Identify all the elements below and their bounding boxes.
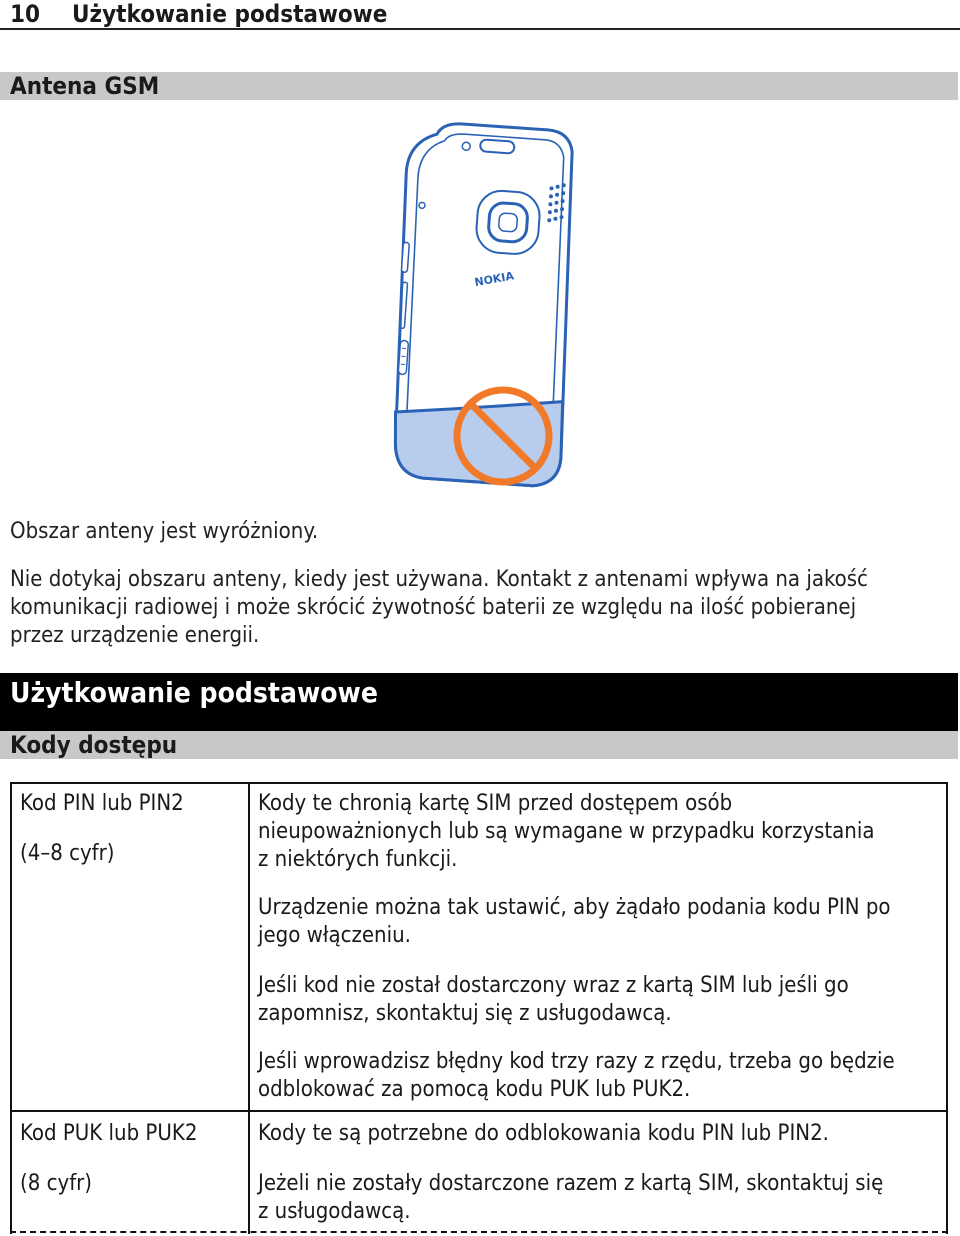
pin-paragraph bbox=[258, 1048, 948, 1104]
pin-paragraph bbox=[258, 972, 948, 1028]
running-title: Użytkowanie podstawowe bbox=[72, 0, 388, 28]
table-divider bbox=[248, 784, 250, 1234]
text-line: Kody te chronią kartę SIM przed dostępem osób bbox=[258, 791, 733, 816]
text-line: z niektórych funkcji. bbox=[258, 847, 458, 872]
brand-logo: NOKIA bbox=[473, 269, 515, 290]
text-line: Kody te są potrzebne do odblokowania kodu PIN lub PIN2. bbox=[258, 1121, 829, 1146]
code-digits-puk: (8 cyfr) bbox=[20, 1171, 93, 1196]
warning-line: Nie dotykaj obszaru anteny, kiedy jest używana. Kontakt z antenami wpływa na jakość bbox=[10, 567, 868, 592]
warning-line: przez urządzenie energii. bbox=[10, 623, 260, 648]
codes-table bbox=[10, 782, 948, 1234]
warning-line: komunikacji radiowej i może skrócić żywotność baterii ze względu na ilość pobieranej bbox=[10, 595, 857, 620]
text-line: jego włączeniu. bbox=[258, 923, 411, 948]
page-number: 10 bbox=[10, 0, 41, 28]
text-line: z usługodawcą. bbox=[258, 1199, 411, 1224]
earpiece bbox=[480, 139, 515, 153]
puk-paragraph bbox=[258, 1120, 948, 1148]
table-continuation-line bbox=[10, 1231, 948, 1233]
text-line: Urządzenie można tak ustawić, aby żądało podania kodu PIN po bbox=[258, 895, 891, 920]
code-digits-pin: (4–8 cyfr) bbox=[20, 841, 115, 866]
page-header bbox=[0, 0, 960, 30]
text-line: Jeśli wprowadzisz błędny kod trzy razy z rzędu, trzeba go będzie bbox=[258, 1049, 895, 1074]
pin-paragraph bbox=[258, 894, 948, 950]
text-line: Jeśli kod nie został dostarczony wraz z kartą SIM lub jeśli go bbox=[258, 973, 849, 998]
camera bbox=[475, 189, 541, 255]
text-line: odblokować za pomocą kodu PUK lub PUK2. bbox=[258, 1077, 691, 1102]
code-name-pin: Kod PIN lub PIN2 bbox=[20, 791, 184, 816]
text-line: zapomnisz, skontaktuj się z usługodawcą. bbox=[258, 1001, 672, 1026]
chapter-title: Użytkowanie podstawowe bbox=[0, 673, 958, 731]
pin-paragraph bbox=[258, 790, 948, 874]
section-title-gsm: Antena GSM bbox=[0, 72, 958, 100]
antenna-warning bbox=[10, 566, 950, 650]
section-title-codes: Kody dostępu bbox=[0, 731, 958, 759]
puk-paragraph bbox=[258, 1170, 948, 1226]
text-line: Jeżeli nie zostały dostarczone razem z kartą SIM, skontaktuj się bbox=[258, 1171, 884, 1196]
phone-antenna-figure bbox=[385, 118, 585, 498]
code-name-puk: Kod PUK lub PUK2 bbox=[20, 1121, 198, 1146]
text-line: nieupoważnionych lub są wymagane w przypadku korzystania bbox=[258, 819, 875, 844]
table-row-divider bbox=[12, 1110, 946, 1112]
figure-caption: Obszar anteny jest wyróżniony. bbox=[10, 519, 319, 544]
